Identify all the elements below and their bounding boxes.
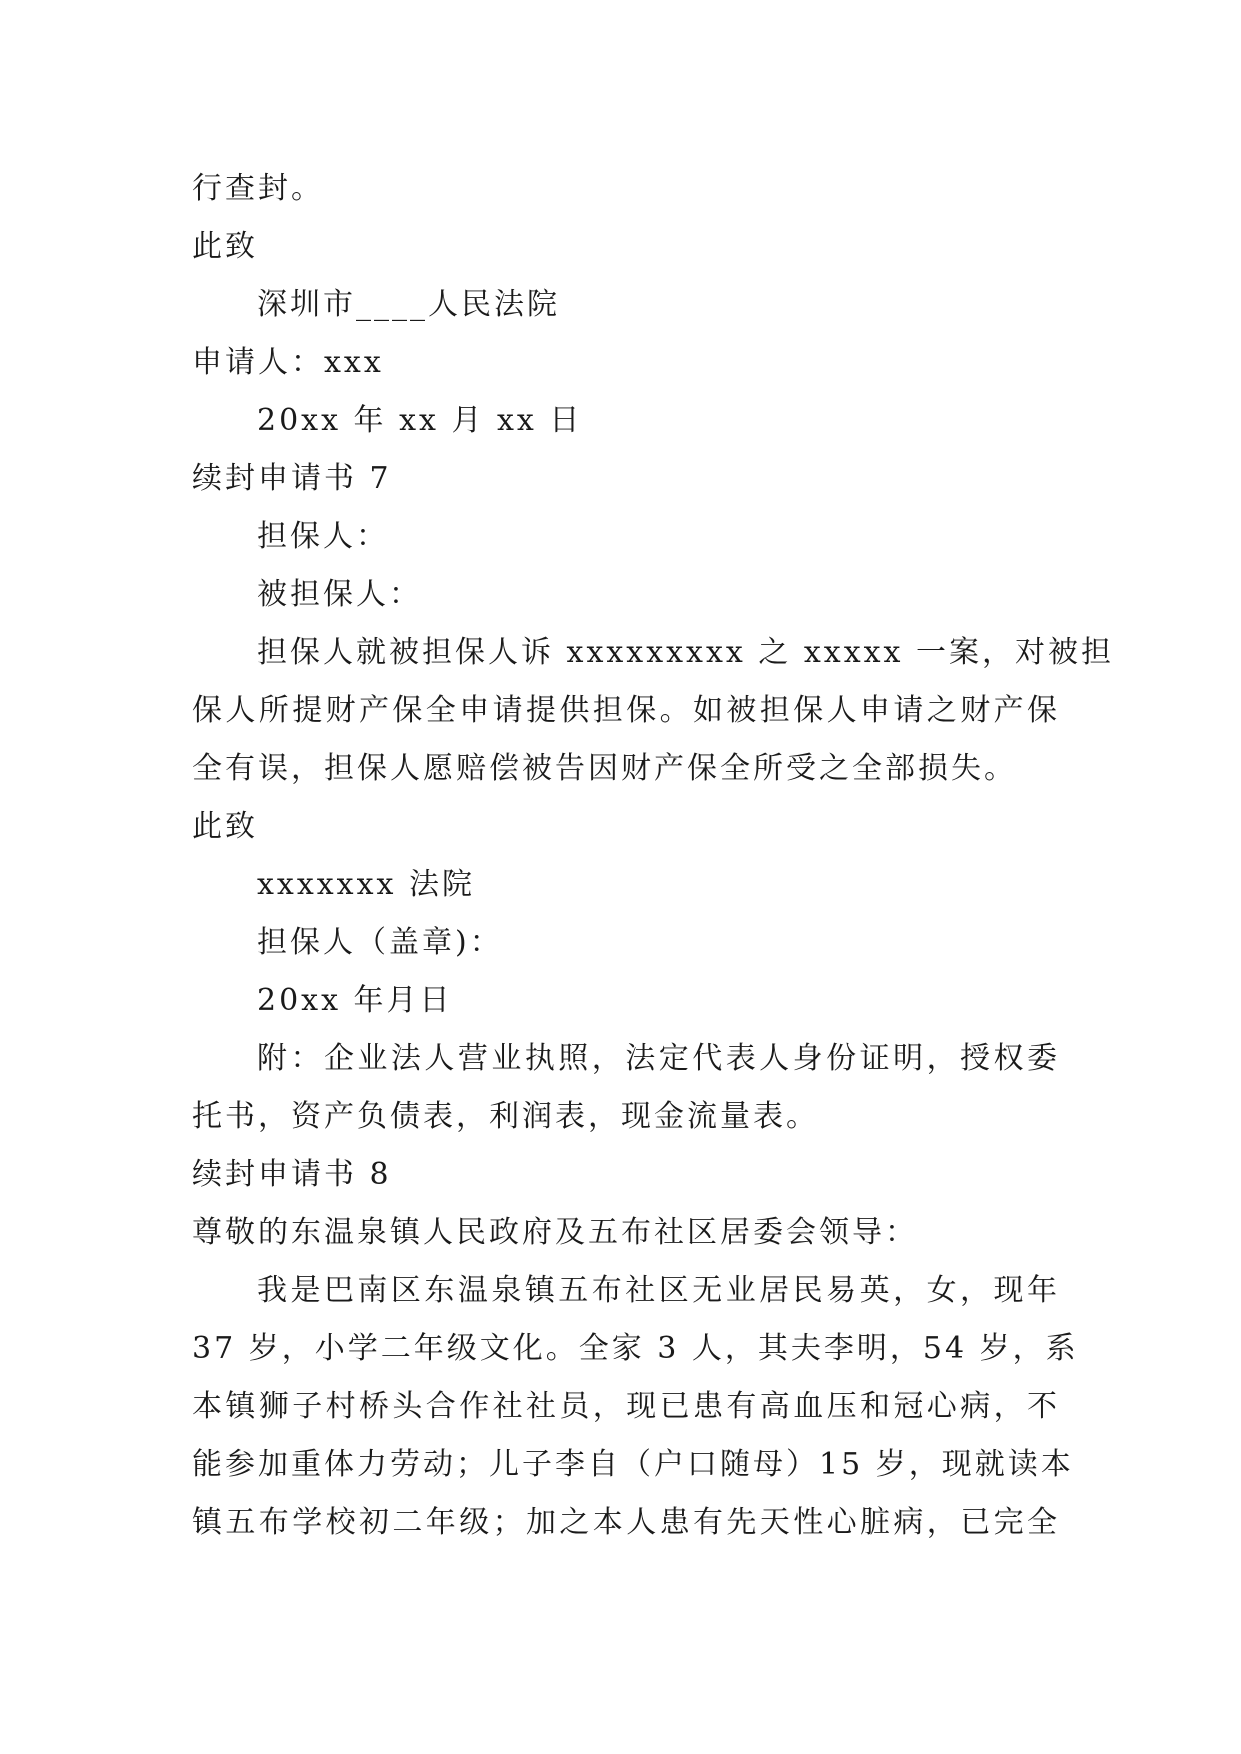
text-line: 附：企业法人营业执照，法定代表人身份证明，授权委 xyxy=(257,1041,1060,1076)
section-heading: 续封申请书 7 xyxy=(192,461,392,496)
text-line: 深圳市____人民法院 xyxy=(257,287,560,322)
text-line: 20xx 年 xx 月 xx 日 xyxy=(257,403,583,438)
text-line: 担保人就被担保人诉 xxxxxxxxx 之 xxxxx 一案，对被担 xyxy=(257,635,1115,670)
text-line: 此致 xyxy=(192,229,258,264)
text-line: 此致 xyxy=(192,809,258,844)
text-line: 行查封。 xyxy=(192,171,324,206)
text-line: 镇五布学校初二年级；加之本人患有先天性心脏病，已完全 xyxy=(192,1505,1060,1540)
text-line: 全有误，担保人愿赔偿被告因财产保全所受之全部损失。 xyxy=(192,751,1017,786)
text-line: 担保人： xyxy=(257,519,389,554)
text-line: 保人所提财产保全申请提供担保。如被担保人申请之财产保 xyxy=(192,693,1060,728)
text-line: 申请人：xxx xyxy=(192,345,384,380)
text-line: 我是巴南区东温泉镇五布社区无业居民易英，女，现年 xyxy=(257,1273,1060,1308)
text-line: 20xx 年月日 xyxy=(257,983,453,1018)
text-line: xxxxxxx 法院 xyxy=(257,867,475,902)
text-line: 本镇狮子村桥头合作社社员，现已患有高血压和冠心病，不 xyxy=(192,1389,1060,1424)
document-page xyxy=(192,160,1115,1552)
text-line: 尊敬的东温泉镇人民政府及五布社区居委会领导： xyxy=(192,1215,918,1250)
text-line: 托书，资产负债表，利润表，现金流量表。 xyxy=(192,1099,819,1134)
text-line: 37 岁，小学二年级文化。全家 3 人，其夫李明，54 岁，系 xyxy=(192,1331,1079,1366)
section-heading: 续封申请书 8 xyxy=(192,1157,392,1192)
text-line: 能参加重体力劳动；儿子李自（户口随母）15 岁，现就读本 xyxy=(192,1447,1074,1482)
text-line: 被担保人： xyxy=(257,577,422,612)
text-line: 担保人（盖章)： xyxy=(257,925,503,960)
